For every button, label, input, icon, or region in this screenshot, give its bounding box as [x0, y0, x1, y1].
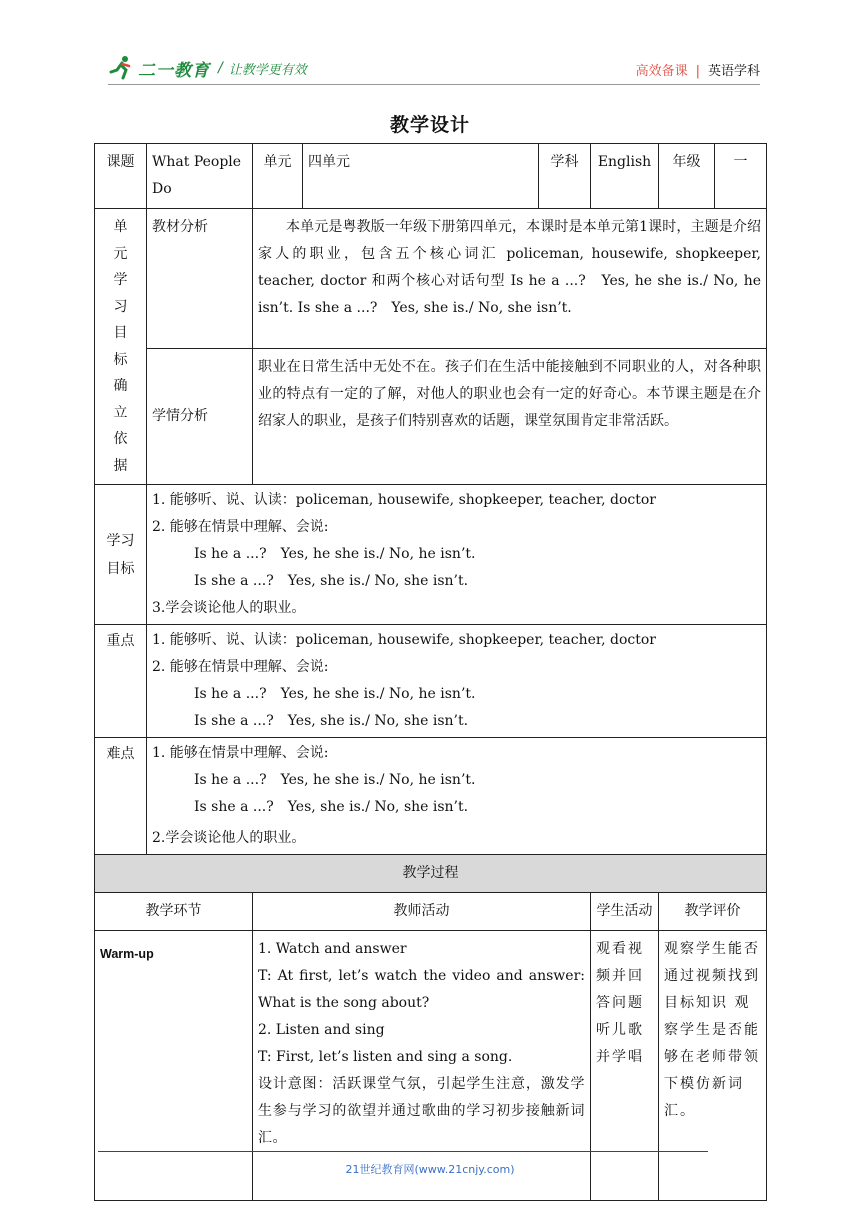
unit-label: 单元	[253, 144, 303, 209]
difficulties-label: 难点	[95, 738, 147, 855]
basis-label-char: 确	[113, 378, 128, 394]
objective-item: Is he a ...? Yes, he she is./ No, he isn’t.	[194, 546, 476, 562]
logo	[108, 52, 307, 84]
basis-label-char: 目	[113, 325, 128, 341]
logo-slogan: 让教学更有效	[228, 62, 307, 78]
lesson-plan-table	[94, 143, 767, 1201]
col-eval-header: 教学评价	[659, 893, 767, 931]
learner-analysis-label: 学情分析	[147, 348, 253, 484]
key-points-list	[147, 625, 767, 738]
student-activity: 观看视频并回答问题 听儿歌并学唱	[591, 931, 659, 1201]
basis-label-char: 标	[113, 351, 128, 368]
unit-value: 四单元	[303, 144, 539, 209]
basis-label	[95, 209, 147, 485]
info-row	[95, 144, 767, 209]
key-points-label: 重点	[95, 625, 147, 738]
objectives-label-line1: 学习	[106, 532, 135, 549]
stage-warmup: Warm-up	[95, 931, 253, 1201]
process-heading: 教学过程	[95, 855, 767, 893]
key-point-item: Is he a ...? Yes, he she is./ No, he isn’t.	[194, 686, 476, 702]
basis-label-char: 立	[113, 404, 128, 421]
topic-label: 课题	[95, 144, 147, 209]
footer-divider	[98, 1151, 708, 1152]
topic-value: What People Do	[147, 144, 253, 209]
teacher-activity-text: T: First, let’s listen and sing a song.	[258, 1049, 513, 1065]
teacher-activity	[253, 931, 591, 1201]
difficulty-item: 1. 能够在情景中理解、会说:	[152, 745, 329, 761]
objective-item: 3.学会谈论他人的职业。	[152, 600, 306, 616]
header-separator: |	[695, 64, 700, 79]
process-column-headers	[95, 893, 767, 931]
difficulties-row	[95, 738, 767, 855]
difficulty-item: Is he a ...? Yes, he she is./ No, he isn’t.	[194, 772, 476, 788]
basis-label-char: 元	[113, 245, 128, 262]
basis-label-char: 单	[113, 219, 128, 235]
teaching-evaluation: 观察学生能否通过视频找到目标知识 观察学生是否能够在老师带领下模仿新词汇。	[659, 931, 767, 1201]
design-intent: 设计意图：活跃课堂气氛，引起学生注意，激发学生参与学习的欲望并通过歌曲的学习初步接触新词汇。	[258, 1076, 585, 1146]
page-title: 教学设计	[389, 114, 470, 136]
key-point-item: 1. 能够听、说、认读：policeman, housewife, shopkeeper, teacher, doctor	[152, 632, 656, 648]
header-subject: 英语学科	[707, 64, 760, 79]
key-points-row	[95, 625, 767, 738]
logo-divider: /	[218, 60, 223, 76]
key-point-item: 2. 能够在情景中理解、会说:	[152, 659, 329, 675]
basis-label-char: 习	[113, 298, 128, 315]
basis-label-char: 学	[113, 272, 128, 288]
material-analysis-label: 教材分析	[147, 209, 253, 349]
subject-value: English	[591, 144, 659, 209]
teacher-activity-step: 1. Watch and answer	[258, 941, 407, 957]
basis-label-char: 依	[113, 431, 128, 447]
objectives-list	[147, 485, 767, 625]
objectives-label-line2: 目标	[106, 560, 135, 577]
grade-label: 年级	[659, 144, 715, 209]
basis-label-char: 据	[113, 457, 128, 474]
subject-label: 学科	[539, 144, 591, 209]
teacher-activity-text: T: At first, let’s watch the video and answer: What is the song about?	[258, 968, 585, 1011]
page-header	[108, 52, 760, 84]
material-analysis-row	[95, 209, 767, 349]
header-efficient-prep: 高效备课	[635, 64, 688, 79]
running-figure-icon	[108, 55, 134, 81]
logo-name: 二一教育	[138, 60, 210, 81]
learner-analysis-row	[95, 348, 767, 484]
material-analysis-text: 本单元是粤教版一年级下册第四单元，本课时是本单元第1课时，主题是介绍家人的职业，包含五个核心词汇 policeman, housewife, shopkeeper, teacher, doctor 和两个核心对话句型 Is he a ...? Yes, he she is./ No, he isn’t. Is she a ...? Yes, she is./ No, she isn’t.	[253, 209, 767, 349]
difficulties-list	[147, 738, 767, 855]
objective-item: 1. 能够听、说、认读：policeman, housewife, shopkeeper, teacher, doctor	[152, 492, 656, 508]
grade-value: 一	[715, 144, 767, 209]
difficulty-item: 2.学会谈论他人的职业。	[152, 830, 306, 846]
header-subject-info	[636, 60, 760, 79]
process-row-warmup	[95, 931, 767, 1201]
key-point-item: Is she a ...? Yes, she is./ No, she isn’t.	[194, 713, 469, 729]
learner-analysis-text: 职业在日常生活中无处不在。孩子们在生活中能接触到不同职业的人，对各种职业的特点有一定的了解，对他人的职业也会有一定的好奇心。本节课主题是在介绍家人的职业，是孩子们特别喜欢的话题，课堂氛围肯定非常活跃。	[253, 348, 767, 484]
teacher-activity-step: 2. Listen and sing	[258, 1022, 385, 1038]
col-student-header: 学生活动	[591, 893, 659, 931]
col-teacher-header: 教师活动	[253, 893, 591, 931]
objective-item: Is she a ...? Yes, she is./ No, she isn’t.	[194, 573, 469, 589]
objective-item: 2. 能够在情景中理解、会说:	[152, 519, 329, 535]
col-stage-header: 教学环节	[95, 893, 253, 931]
header-divider	[108, 84, 760, 85]
footer-source: 21世纪教育网(www.21cnjy.com)	[345, 1163, 515, 1176]
difficulty-item: Is she a ...? Yes, she is./ No, she isn’t.	[194, 799, 469, 815]
objectives-row	[95, 485, 767, 625]
objectives-label	[95, 485, 147, 625]
process-heading-row	[95, 855, 767, 893]
